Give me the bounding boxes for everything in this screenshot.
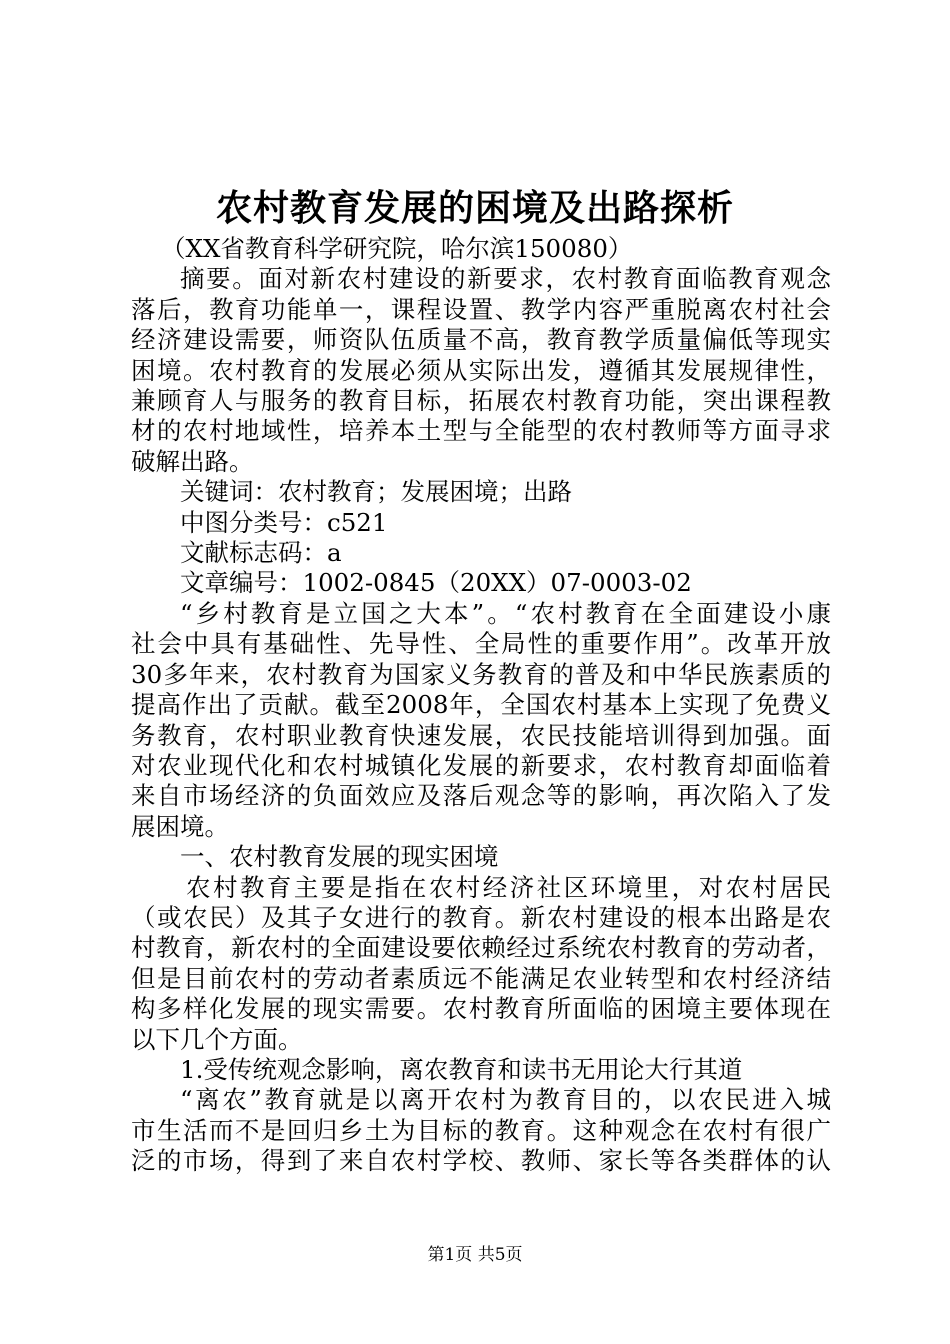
page-footer: 第1页 共5页 (427, 1245, 523, 1265)
section-line: 构多样化发展的现实需要。农村教育所面临的困境主要体现在 (131, 994, 831, 1024)
subsection-line: 市生活而不是回归乡土为目标的教育。这种观念在农村有很广 (131, 1115, 831, 1145)
section-line: 但是目前农村的劳动者素质远不能满足农业转型和农村经济结 (131, 963, 831, 993)
intro-line: 对农业现代化和农村城镇化发展的新要求，农村教育却面临着 (131, 750, 831, 780)
intro-line: 社会中具有基础性、先导性、全局性的重要作用”。改革开放 (131, 629, 831, 659)
subsection-line: 泛的市场，得到了来自农村学校、教师、家长等各类群体的认 (131, 1146, 831, 1176)
intro-paragraph (131, 599, 831, 842)
intro-line: 提高作出了贡献。截至2008年，全国农村基本上实现了免费义 (131, 690, 831, 720)
document-body (131, 234, 831, 1177)
clc-number: 中图分类号：c521 (180, 507, 388, 537)
abstract-line: 落后，教育功能单一，课程设置、教学内容严重脱离农村社会 (131, 294, 831, 324)
abstract-line: 兼顾育人与服务的教育目标，拓展农村教育功能，突出课程教 (131, 386, 831, 416)
keywords: 关键词：农村教育；发展困境；出路 (180, 477, 572, 507)
section-line: （或农民）及其子女进行的教育。新农村建设的根本出路是农 (131, 902, 831, 932)
document-title: 农村教育发展的困境及出路探析 (215, 187, 734, 229)
section-line: 村教育，新农村的全面建设要依赖经过系统农村教育的劳动者， (131, 933, 831, 963)
section-line: 以下几个方面。 (131, 1024, 303, 1054)
section-heading: 一、农村教育发展的现实困境 (180, 842, 499, 872)
article-number: 文章编号：1002-0845（20XX）07-0003-02 (180, 568, 692, 598)
subsection-line: “离农”教育就是以离开农村为教育目的，以农民进入城 (180, 1085, 831, 1115)
subsection-paragraph (131, 1085, 831, 1176)
abstract-line: 经济建设需要，师资队伍质量不高，教育教学质量偏低等现实 (131, 325, 831, 355)
document-code: 文献标志码：a (180, 538, 342, 568)
affiliation: （XX省教育科学研究院，哈尔滨150080） (161, 234, 633, 263)
intro-line: 来自市场经济的负面效应及落后观念等的影响，再次陷入了发 (131, 781, 831, 811)
abstract-line: 摘要。面对新农村建设的新要求，农村教育面临教育观念 (180, 264, 831, 294)
section-paragraph (131, 873, 831, 1055)
intro-line: “乡村教育是立国之大本”。“农村教育在全面建设小康 (180, 598, 831, 628)
abstract-line: 材的农村地域性，培养本土型与全能型的农村教师等方面寻求 (131, 416, 831, 446)
intro-line: 务教育，农村职业教育快速发展，农民技能培训得到加强。面 (131, 720, 831, 750)
abstract-line: 困境。农村教育的发展必须从实际出发，遵循其发展规律性， (131, 355, 831, 385)
abstract-line: 破解出路。 (131, 446, 254, 476)
intro-line: 展困境。 (131, 811, 229, 841)
section-line: 农村教育主要是指在农村经济社区环境里，对农村居民 (186, 872, 831, 902)
abstract-paragraph (131, 264, 831, 477)
subsection-heading: 1.受传统观念影响，离农教育和读书无用论大行其道 (180, 1054, 743, 1084)
intro-line: 30多年来，农村教育为国家义务教育的普及和中华民族素质的 (131, 659, 831, 689)
